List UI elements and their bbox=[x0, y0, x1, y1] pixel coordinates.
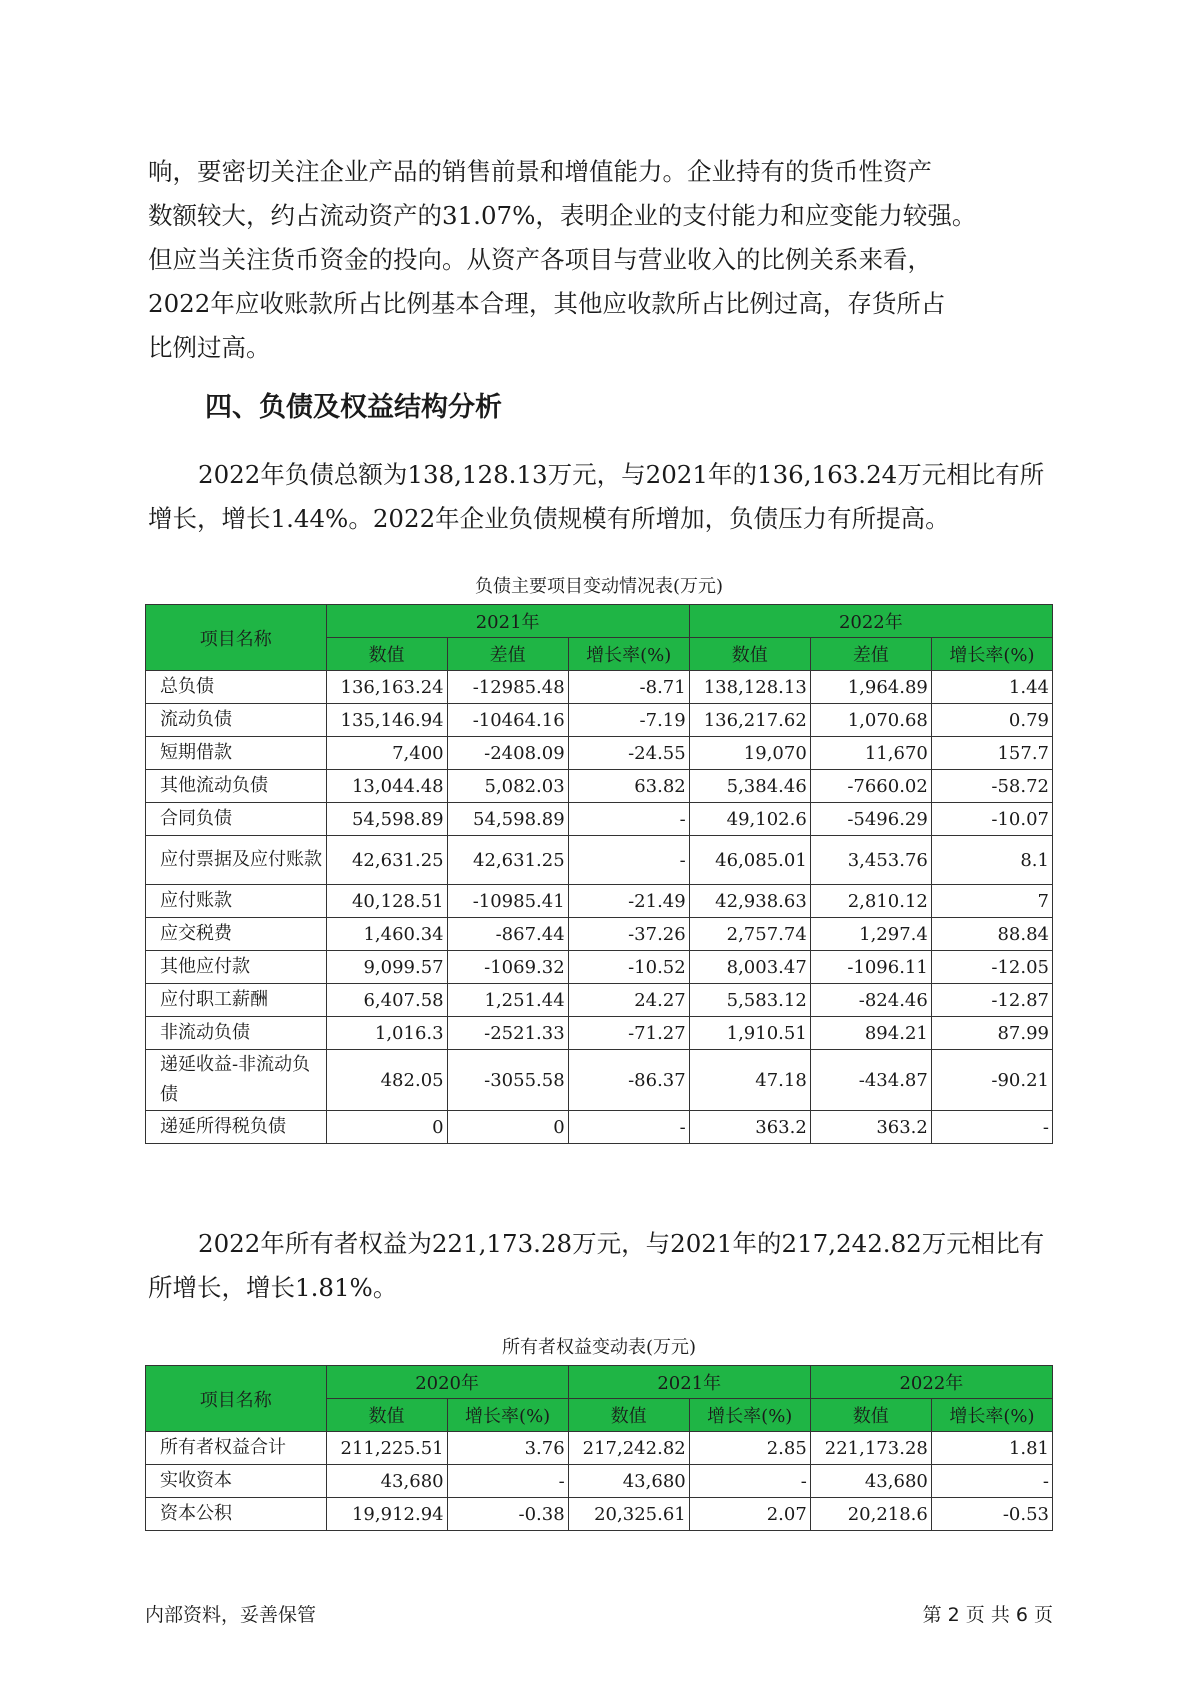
table-cell: -2521.33 bbox=[447, 1017, 568, 1050]
table-row bbox=[146, 671, 1053, 704]
table-row bbox=[146, 1111, 1053, 1144]
table-cell: -8.71 bbox=[568, 671, 689, 704]
paragraph-line: 但应当关注货币资金的投向。从资产各项目与营业收入的比例关系来看， bbox=[148, 245, 932, 274]
table-cell: 54,598.89 bbox=[447, 803, 568, 836]
sub-column-header: 差值 bbox=[447, 638, 568, 671]
table-cell: 363.2 bbox=[810, 1111, 931, 1144]
table-cell: 135,146.94 bbox=[326, 704, 447, 737]
table-cell: 136,163.24 bbox=[326, 671, 447, 704]
row-label: 流动负债 bbox=[146, 704, 327, 737]
table-cell: 63.82 bbox=[568, 770, 689, 803]
table-cell: -37.26 bbox=[568, 918, 689, 951]
section-heading: 四、负债及权益结构分析 bbox=[205, 392, 502, 423]
table-row bbox=[146, 951, 1053, 984]
table-cell: 5,384.46 bbox=[689, 770, 810, 803]
table-cell: - bbox=[568, 803, 689, 836]
equity-summary-paragraph: 2022年所有者权益为221,173.28万元，与2021年的217,242.82万元相比有所增长，增长1.81%。 bbox=[148, 1229, 1045, 1302]
table-cell: 2.85 bbox=[689, 1432, 810, 1465]
year-header: 2021年 bbox=[326, 605, 689, 638]
name-column-header: 项目名称 bbox=[146, 605, 327, 671]
table-cell: 46,085.01 bbox=[689, 836, 810, 885]
table-cell: 1,910.51 bbox=[689, 1017, 810, 1050]
row-label: 应付账款 bbox=[146, 885, 327, 918]
liability-summary-paragraph: 2022年负债总额为138,128.13万元，与2021年的136,163.24万元相比有所增长，增长1.44%。2022年企业负债规模有所增加，负债压力有所提高。 bbox=[148, 460, 1045, 533]
row-label: 应付票据及应付账款 bbox=[146, 836, 327, 885]
row-label: 资本公积 bbox=[146, 1498, 327, 1531]
table-cell: 5,583.12 bbox=[689, 984, 810, 1017]
table-cell: -7.19 bbox=[568, 704, 689, 737]
table-cell: - bbox=[931, 1465, 1052, 1498]
table-cell: -3055.58 bbox=[447, 1050, 568, 1111]
row-label: 实收资本 bbox=[146, 1465, 327, 1498]
table-cell: 8,003.47 bbox=[689, 951, 810, 984]
row-label: 其他流动负债 bbox=[146, 770, 327, 803]
table-row bbox=[146, 704, 1053, 737]
table-cell: 2,810.12 bbox=[810, 885, 931, 918]
table-cell: -10.07 bbox=[931, 803, 1052, 836]
paragraph-line: 数额较大，约占流动资产的31.07%，表明企业的支付能力和应变能力较强。 bbox=[148, 201, 977, 230]
year-header: 2022年 bbox=[689, 605, 1052, 638]
table-row bbox=[146, 803, 1053, 836]
table-cell: -7660.02 bbox=[810, 770, 931, 803]
table-cell: 49,102.6 bbox=[689, 803, 810, 836]
table-cell: 13,044.48 bbox=[326, 770, 447, 803]
table-cell: 1,251.44 bbox=[447, 984, 568, 1017]
table-cell: 2,757.74 bbox=[689, 918, 810, 951]
table-cell: 3.76 bbox=[447, 1432, 568, 1465]
table-cell: 157.7 bbox=[931, 737, 1052, 770]
row-label: 总负债 bbox=[146, 671, 327, 704]
table-cell: 43,680 bbox=[568, 1465, 689, 1498]
table-cell: 88.84 bbox=[931, 918, 1052, 951]
paragraph-line: 2022年应收账款所占比例基本合理，其他应收款所占比例过高，存货所占 bbox=[148, 289, 946, 318]
sub-column-header: 数值 bbox=[689, 638, 810, 671]
row-label: 非流动负债 bbox=[146, 1017, 327, 1050]
table-row bbox=[146, 1432, 1053, 1465]
table-cell: 211,225.51 bbox=[326, 1432, 447, 1465]
table-cell: 1,964.89 bbox=[810, 671, 931, 704]
table-cell: 42,631.25 bbox=[326, 836, 447, 885]
paragraph-line: 比例过高。 bbox=[148, 333, 271, 362]
row-label: 应交税费 bbox=[146, 918, 327, 951]
table-cell: 42,631.25 bbox=[447, 836, 568, 885]
table-cell: 136,217.62 bbox=[689, 704, 810, 737]
table-row bbox=[146, 918, 1053, 951]
table-cell: 1.44 bbox=[931, 671, 1052, 704]
table-cell: 54,598.89 bbox=[326, 803, 447, 836]
table-row bbox=[146, 737, 1053, 770]
paragraph-line: 响，要密切关注企业产品的销售前景和增值能力。企业持有的货币性资产 bbox=[148, 157, 932, 186]
table-cell: 1,297.4 bbox=[810, 918, 931, 951]
row-label: 合同负债 bbox=[146, 803, 327, 836]
table-row bbox=[146, 1498, 1053, 1531]
table-cell: 87.99 bbox=[931, 1017, 1052, 1050]
table-cell: 363.2 bbox=[689, 1111, 810, 1144]
table-cell: -10985.41 bbox=[447, 885, 568, 918]
table-cell: 138,128.13 bbox=[689, 671, 810, 704]
equity-table bbox=[145, 1365, 1053, 1531]
table-cell: 9,099.57 bbox=[326, 951, 447, 984]
table-row bbox=[146, 885, 1053, 918]
sub-column-header: 增长率(%) bbox=[568, 638, 689, 671]
sub-column-header: 增长率(%) bbox=[447, 1399, 568, 1432]
year-header: 2021年 bbox=[568, 1366, 810, 1399]
sub-column-header: 数值 bbox=[568, 1399, 689, 1432]
table-cell: 0.79 bbox=[931, 704, 1052, 737]
table-cell: -12.05 bbox=[931, 951, 1052, 984]
table-row bbox=[146, 770, 1053, 803]
year-header: 2022年 bbox=[810, 1366, 1052, 1399]
table-cell: 1.81 bbox=[931, 1432, 1052, 1465]
table-cell: 11,670 bbox=[810, 737, 931, 770]
confidential-note: 内部资料，妥善保管 bbox=[145, 1604, 317, 1626]
table-cell: 217,242.82 bbox=[568, 1432, 689, 1465]
table-cell: 43,680 bbox=[326, 1465, 447, 1498]
year-header: 2020年 bbox=[326, 1366, 568, 1399]
table-cell: 8.1 bbox=[931, 836, 1052, 885]
row-label: 递延收益-非流动负债 bbox=[146, 1050, 327, 1111]
table-cell: -90.21 bbox=[931, 1050, 1052, 1111]
page-number: 第 2 页 共 6 页 bbox=[922, 1604, 1053, 1626]
table-cell: 20,325.61 bbox=[568, 1498, 689, 1531]
table-row bbox=[146, 1465, 1053, 1498]
table-row bbox=[146, 1050, 1053, 1111]
sub-column-header: 增长率(%) bbox=[931, 1399, 1052, 1432]
name-column-header: 项目名称 bbox=[146, 1366, 327, 1432]
table-cell: 40,128.51 bbox=[326, 885, 447, 918]
table-cell: 1,016.3 bbox=[326, 1017, 447, 1050]
liability-table-caption: 负债主要项目变动情况表(万元) bbox=[474, 576, 724, 597]
table-row bbox=[146, 1017, 1053, 1050]
intro-paragraph bbox=[148, 150, 1048, 370]
table-cell: 1,070.68 bbox=[810, 704, 931, 737]
table-cell: -0.38 bbox=[447, 1498, 568, 1531]
table-row bbox=[146, 984, 1053, 1017]
table-cell: 7,400 bbox=[326, 737, 447, 770]
table-cell: 894.21 bbox=[810, 1017, 931, 1050]
table-cell: 20,218.6 bbox=[810, 1498, 931, 1531]
table-cell: - bbox=[568, 1111, 689, 1144]
sub-column-header: 数值 bbox=[810, 1399, 931, 1432]
row-label: 其他应付款 bbox=[146, 951, 327, 984]
table-cell: 0 bbox=[326, 1111, 447, 1144]
table-cell: 19,070 bbox=[689, 737, 810, 770]
table-cell: -1096.11 bbox=[810, 951, 931, 984]
table-cell: -867.44 bbox=[447, 918, 568, 951]
table-cell: -1069.32 bbox=[447, 951, 568, 984]
table-cell: 221,173.28 bbox=[810, 1432, 931, 1465]
table-cell: -21.49 bbox=[568, 885, 689, 918]
table-cell: 482.05 bbox=[326, 1050, 447, 1111]
sub-column-header: 差值 bbox=[810, 638, 931, 671]
table-cell: -10.52 bbox=[568, 951, 689, 984]
table-cell: -24.55 bbox=[568, 737, 689, 770]
table-cell: -434.87 bbox=[810, 1050, 931, 1111]
sub-column-header: 数值 bbox=[326, 1399, 447, 1432]
table-cell: 1,460.34 bbox=[326, 918, 447, 951]
sub-column-header: 增长率(%) bbox=[689, 1399, 810, 1432]
table-cell: 24.27 bbox=[568, 984, 689, 1017]
table-cell: 43,680 bbox=[810, 1465, 931, 1498]
table-cell: -2408.09 bbox=[447, 737, 568, 770]
table-cell: 3,453.76 bbox=[810, 836, 931, 885]
table-cell: -58.72 bbox=[931, 770, 1052, 803]
table-cell: -12985.48 bbox=[447, 671, 568, 704]
table-cell: -5496.29 bbox=[810, 803, 931, 836]
liability-table bbox=[145, 604, 1053, 1144]
table-cell: 7 bbox=[931, 885, 1052, 918]
table-cell: 47.18 bbox=[689, 1050, 810, 1111]
sub-column-header: 数值 bbox=[326, 638, 447, 671]
row-label: 所有者权益合计 bbox=[146, 1432, 327, 1465]
table-cell: - bbox=[931, 1111, 1052, 1144]
table-cell: 19,912.94 bbox=[326, 1498, 447, 1531]
table-row bbox=[146, 836, 1053, 885]
equity-table-caption: 所有者权益变动表(万元) bbox=[501, 1337, 697, 1358]
table-cell: 0 bbox=[447, 1111, 568, 1144]
table-cell: - bbox=[568, 836, 689, 885]
table-cell: -71.27 bbox=[568, 1017, 689, 1050]
row-label: 应付职工薪酬 bbox=[146, 984, 327, 1017]
table-cell: - bbox=[447, 1465, 568, 1498]
table-cell: 42,938.63 bbox=[689, 885, 810, 918]
table-cell: 2.07 bbox=[689, 1498, 810, 1531]
table-cell: 6,407.58 bbox=[326, 984, 447, 1017]
table-cell: -12.87 bbox=[931, 984, 1052, 1017]
table-cell: 5,082.03 bbox=[447, 770, 568, 803]
row-label: 短期借款 bbox=[146, 737, 327, 770]
sub-column-header: 增长率(%) bbox=[931, 638, 1052, 671]
row-label: 递延所得税负债 bbox=[146, 1111, 327, 1144]
table-cell: - bbox=[689, 1465, 810, 1498]
table-cell: -86.37 bbox=[568, 1050, 689, 1111]
table-cell: -0.53 bbox=[931, 1498, 1052, 1531]
table-cell: -10464.16 bbox=[447, 704, 568, 737]
table-cell: -824.46 bbox=[810, 984, 931, 1017]
